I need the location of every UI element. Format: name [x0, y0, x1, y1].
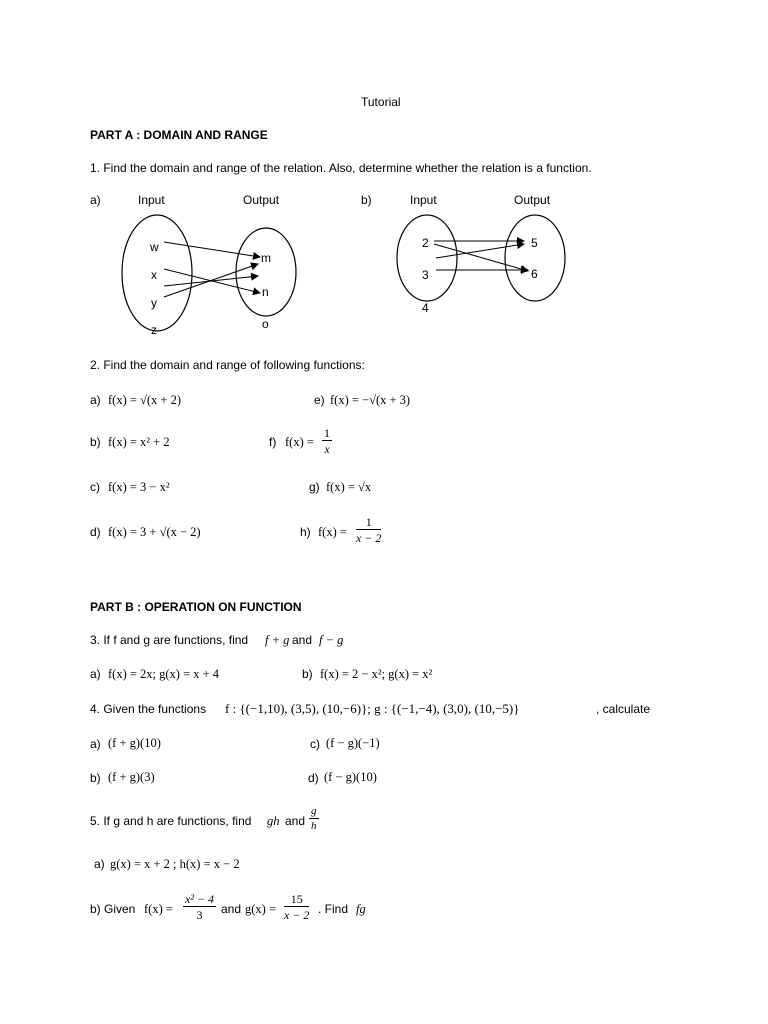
q4c-expression: (f − g)(−1) [326, 736, 380, 750]
q4a-label: a) [90, 737, 101, 751]
output-m: m [261, 251, 271, 265]
diagram-b-output-oval [505, 215, 565, 301]
q2b-expression: f(x) = x² + 2 [108, 435, 170, 449]
q2f-denominator: x [324, 442, 330, 456]
diagram-a-input-title: Input [138, 193, 165, 207]
q5-quotient-denominator: h [311, 820, 317, 832]
q2a-label: a) [90, 393, 101, 407]
q2h-denominator: x − 2 [356, 531, 382, 545]
q2d-expression: f(x) = 3 + √(x − 2) [108, 525, 201, 539]
q5b-g-fraction [284, 893, 309, 921]
q2f-numerator: 1 [324, 426, 330, 440]
q4b-expression: (f + g)(3) [108, 770, 155, 784]
q4d-label: d) [308, 771, 319, 785]
diagram-a-output-oval [236, 228, 296, 316]
q5b-given: b) Given [90, 902, 136, 916]
q4b-label: b) [90, 771, 101, 785]
question-2-text: 2. Find the domain and range of following functions: [90, 358, 365, 372]
q4d-expression: (f − g)(10) [324, 770, 377, 784]
q2e-label: e) [314, 393, 325, 407]
q5b-g-numerator: 15 [284, 893, 309, 907]
arrow-y-n [164, 276, 258, 286]
q3-expression-sum: f + g [265, 633, 290, 647]
question-1-text: 1. Find the domain and range of the relation. Also, determine whether the relation is a function. [90, 161, 592, 175]
q5a-label: a) [94, 857, 105, 871]
q3-and: and [292, 633, 313, 647]
q3-expression-difference: f − g [319, 633, 344, 647]
q4-tail: , calculate [596, 702, 651, 716]
diagram-b-input-title: Input [410, 193, 437, 207]
diagram-b-label: b) [361, 193, 372, 207]
q2f-fraction [322, 427, 332, 455]
q5b-f-fraction [183, 893, 216, 921]
q2h-lhs: f(x) = [318, 525, 347, 539]
question-5-text: 5. If g and h are functions, find [90, 814, 252, 828]
question-4-text: 4. Given the functions [90, 702, 207, 716]
q4a-expression: (f + g)(10) [108, 736, 161, 750]
input-x: x [151, 268, 157, 282]
input-w: w [150, 240, 159, 254]
q5-quotient-numerator: g [311, 805, 317, 817]
q2e-expression: f(x) = −√(x + 3) [330, 393, 411, 407]
q5a-expression: g(x) = x + 2 ; h(x) = x − 2 [110, 857, 240, 871]
q3b-expression: f(x) = 2 − x²; g(x) = x² [320, 667, 433, 681]
diagram-a-output-title: Output [243, 193, 280, 207]
arrow-2-6 [434, 244, 528, 271]
q5b-f-lhs: f(x) = [144, 902, 173, 916]
q2c-label: c) [90, 480, 100, 494]
q3a-expression: f(x) = 2x; g(x) = x + 4 [108, 667, 220, 681]
diagram-b-output-title: Output [514, 193, 551, 207]
diagram-a-label: a) [90, 193, 101, 207]
q5-quotient-fraction [309, 806, 319, 832]
q5-expression-product: gh [267, 814, 280, 828]
arrow-w-m [164, 242, 260, 257]
q5b-and: and [221, 902, 242, 916]
q2b-label: b) [90, 435, 101, 449]
q4c-label: c) [310, 737, 320, 751]
q5b-g-denominator: x − 2 [284, 908, 310, 922]
q3a-label: a) [90, 667, 101, 681]
q2h-numerator: 1 [356, 516, 381, 530]
q4-function-sets: f : {(−1,10), (3,5), (10,−6)}; g : {(−1,−4), (3,0), (10,−5)} [225, 701, 520, 716]
input-3: 3 [422, 268, 429, 282]
input-z: z [151, 323, 157, 337]
q2f-label: f) [269, 435, 277, 449]
diagram-b-input-oval [397, 215, 457, 301]
question-3-text: 3. If f and g are functions, find [90, 633, 249, 647]
q5b-f-numerator: x² − 4 [185, 892, 215, 906]
page-title: Tutorial [361, 95, 401, 109]
q5b-f-denominator: 3 [196, 908, 203, 922]
q2a-expression: f(x) = √(x + 2) [108, 393, 182, 407]
output-n: n [262, 285, 269, 299]
output-6: 6 [531, 267, 538, 281]
q5-and: and [285, 814, 306, 828]
arrow-3-5 [436, 244, 524, 258]
input-4: 4 [422, 301, 429, 315]
q2g-label: g) [309, 480, 320, 494]
part-a-heading: PART A : DOMAIN AND RANGE [90, 128, 268, 142]
q3b-label: b) [302, 667, 313, 681]
q5b-g-lhs: g(x) = [245, 902, 276, 916]
q2h-label: h) [300, 525, 311, 539]
part-b-heading: PART B : OPERATION ON FUNCTION [90, 600, 302, 614]
q5b-find: . Find [318, 902, 349, 916]
q2h-fraction [356, 516, 381, 544]
input-2: 2 [422, 236, 429, 250]
input-y: y [151, 296, 157, 310]
q2g-expression: f(x) = √x [326, 480, 372, 494]
q2d-label: d) [90, 525, 101, 539]
q2c-expression: f(x) = 3 − x² [108, 480, 170, 494]
q2f-lhs: f(x) = [285, 435, 314, 449]
output-o: o [262, 317, 269, 331]
q5b-target: fg [356, 902, 366, 916]
output-5: 5 [531, 236, 538, 250]
